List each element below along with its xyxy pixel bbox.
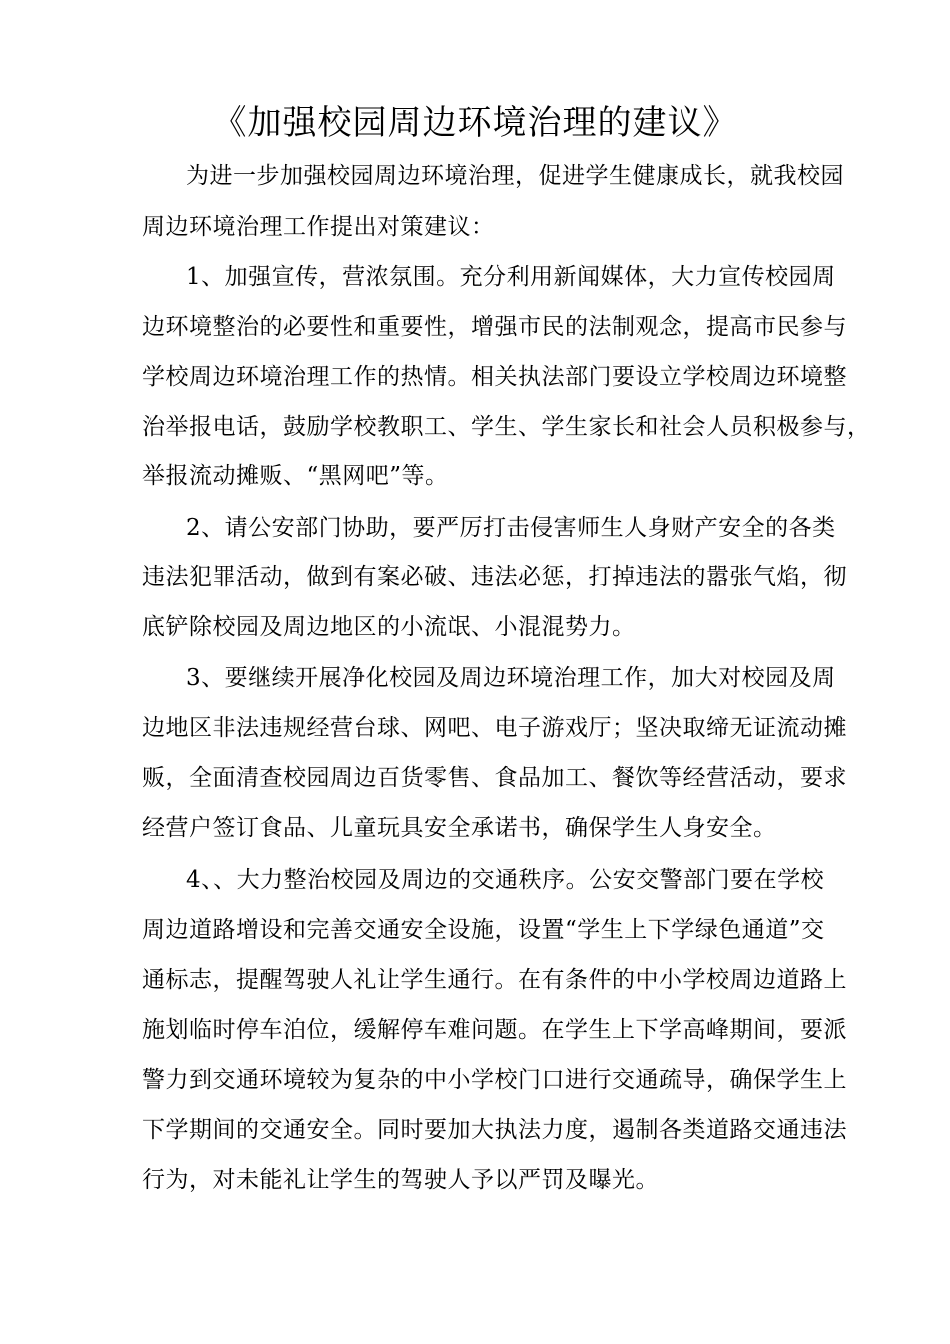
item4-line-2: 周边道路增设和完善交通安全设施，设置“学生上下学绿色通道”交 — [142, 917, 825, 943]
item3-line-2: 边地区非法违规经营台球、网吧、电子游戏厅；坚决取缔无证流动摊 — [142, 715, 847, 741]
item4-line-7: 行为，对未能礼让学生的驾驶人予以严罚及曝光。 — [142, 1167, 659, 1193]
document-title: 《加强校园周边环境治理的建议》 — [212, 103, 738, 143]
item4-line-6: 下学期间的交通安全。同时要加大执法力度，遏制各类道路交通违法 — [142, 1117, 847, 1143]
intro-line-1: 为进一步加强校园周边环境治理，促进学生健康成长，就我校园 — [186, 163, 844, 189]
item3-line-1: 3、要继续开展净化校园及周边环境治理工作，加大对校园及周 — [186, 665, 836, 691]
item1-line-1: 1、加强宣传，营浓氛围。充分利用新闻媒体，大力宣传校园周 — [186, 264, 836, 290]
intro-line-2: 周边环境治理工作提出对策建议： — [142, 214, 495, 240]
item4-line-4: 施划临时停车泊位，缓解停车难问题。在学生上下学高峰期间，要派 — [142, 1017, 847, 1043]
item4-line-1: 4、、大力整治校园及周边的交通秩序。公安交警部门要在学校 — [186, 867, 825, 893]
item1-line-2: 边环境整治的必要性和重要性，增强市民的法制观念，提高市民参与 — [142, 314, 847, 340]
item2-line-1: 2、请公安部门协助，要严厉打击侵害师生人身财产安全的各类 — [186, 515, 836, 541]
item1-line-5: 举报流动摊贩、“黑网吧”等。 — [142, 463, 449, 489]
item2-line-2: 违法犯罪活动，做到有案必破、违法必惩，打掉违法的嚣张气焰，彻 — [142, 564, 847, 590]
item1-line-3: 学校周边环境治理工作的热情。相关执法部门要设立学校周边环境整 — [142, 364, 847, 390]
item3-line-4: 经营户签订食品、儿童玩具安全承诺书，确保学生人身安全。 — [142, 815, 777, 841]
item3-line-3: 贩，全面清查校园周边百货零售、食品加工、餐饮等经营活动，要求 — [142, 765, 847, 791]
item2-line-3: 底铲除校园及周边地区的小流氓、小混混势力。 — [142, 614, 636, 640]
item1-line-4: 治举报电话，鼓励学校教职工、学生、学生家长和社会人员积极参与， — [142, 414, 871, 440]
item4-line-3: 通标志，提醒驾驶人礼让学生通行。在有条件的中小学校周边道路上 — [142, 967, 847, 993]
item4-line-5: 警力到交通环境较为复杂的中小学校门口进行交通疏导，确保学生上 — [142, 1067, 847, 1093]
